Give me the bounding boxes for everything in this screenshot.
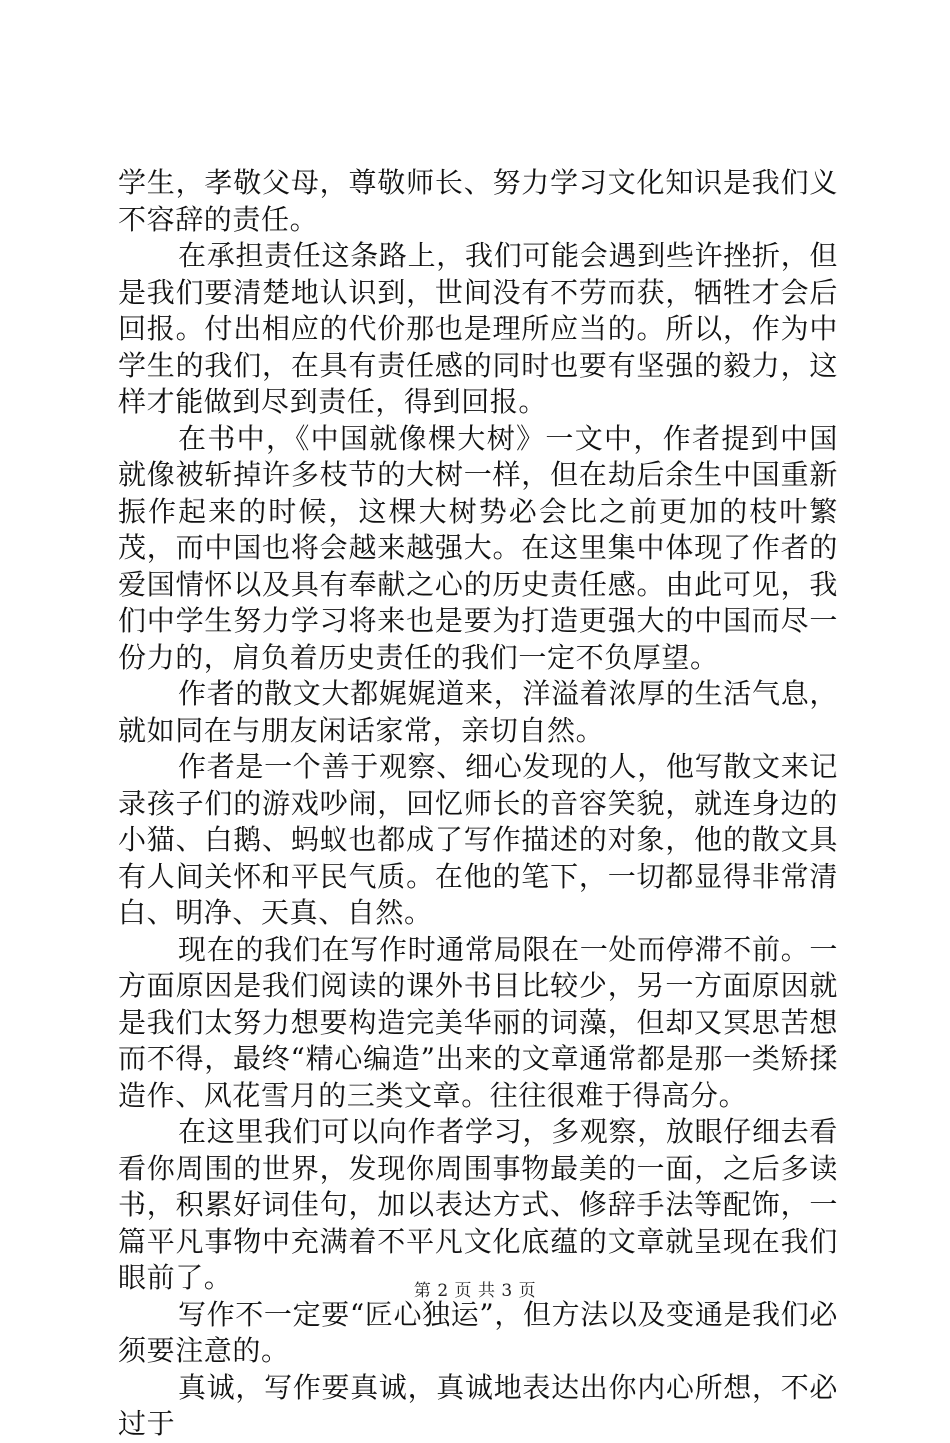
page-number-footer: 第 2 页 共 3 页	[413, 1281, 537, 1301]
paragraph: 写作不一定要“匠心独运”，但方法以及变通是我们必须要注意的。	[118, 1297, 838, 1367]
paragraph: 在承担责任这条路上，我们可能会遇到些许挫折，但是我们要清楚地认识到，世间没有不劳而获，牺牲才会后回报。付出相应的代价那也是理所应当的。所以，作为中学生的我们，在具有责任感的同时也要有坚强的毅力，这样才能做到尽到责任，得到回报。	[118, 239, 838, 418]
paragraph: 在书中，《中国就像棵大树》一文中，作者提到中国就像被斩掉许多枝节的大树一样，但在劫后余生中国重新振作起来的时候，这棵大树势必会比之前更加的枝叶繁茂，而中国也将会越来越强大。在这里集中体现了作者的爱国情怀以及具有奉献之心的历史责任感。由此可见，我们中学生努力学习将来也是要为打造更强大的中国而尽一份力的，肩负着历史责任的我们一定不负厚望。	[118, 421, 838, 674]
paragraph: 作者是一个善于观察、细心发现的人，他写散文来记录孩子们的游戏吵闹，回忆师长的音容笑貌，就连身边的小猫、白鹅、蚂蚁也都成了写作描述的对象，他的散文具有人间关怀和平民气质。在他的笔下，一切都显得非常清白、明净、天真、自然。	[118, 750, 838, 929]
paragraph: 在这里我们可以向作者学习，多观察，放眼仔细去看看你周围的世界，发现你周围事物最美的一面，之后多读书，积累好词佳句，加以表达方式、修辞手法等配饰，一篇平凡事物中充满着不平凡文化底蕴的文章就呈现在我们眼前了。	[118, 1115, 838, 1294]
paragraph: 现在的我们在写作时通常局限在一处而停滞不前。一方面原因是我们阅读的课外书目比较少，另一方面原因就是我们太努力想要构造完美华丽的词藻，但却又冥思苦想而不得，最终“精心编造”出来的文章通常都是那一类矫揉造作、风花雪月的三类文章。往往很难于得高分。	[118, 932, 838, 1112]
paragraph: 作者的散文大都娓娓道来，洋溢着浓厚的生活气息，就如同在与朋友闲话家常，亲切自然。	[118, 677, 838, 747]
paragraph: 真诚，写作要真诚，真诚地表达出你内心所想，不必过于	[118, 1370, 838, 1440]
paragraph: 学生，孝敬父母，尊敬师长、努力学习文化知识是我们义不容辞的责任。	[118, 166, 838, 236]
document-body	[118, 165, 838, 1443]
